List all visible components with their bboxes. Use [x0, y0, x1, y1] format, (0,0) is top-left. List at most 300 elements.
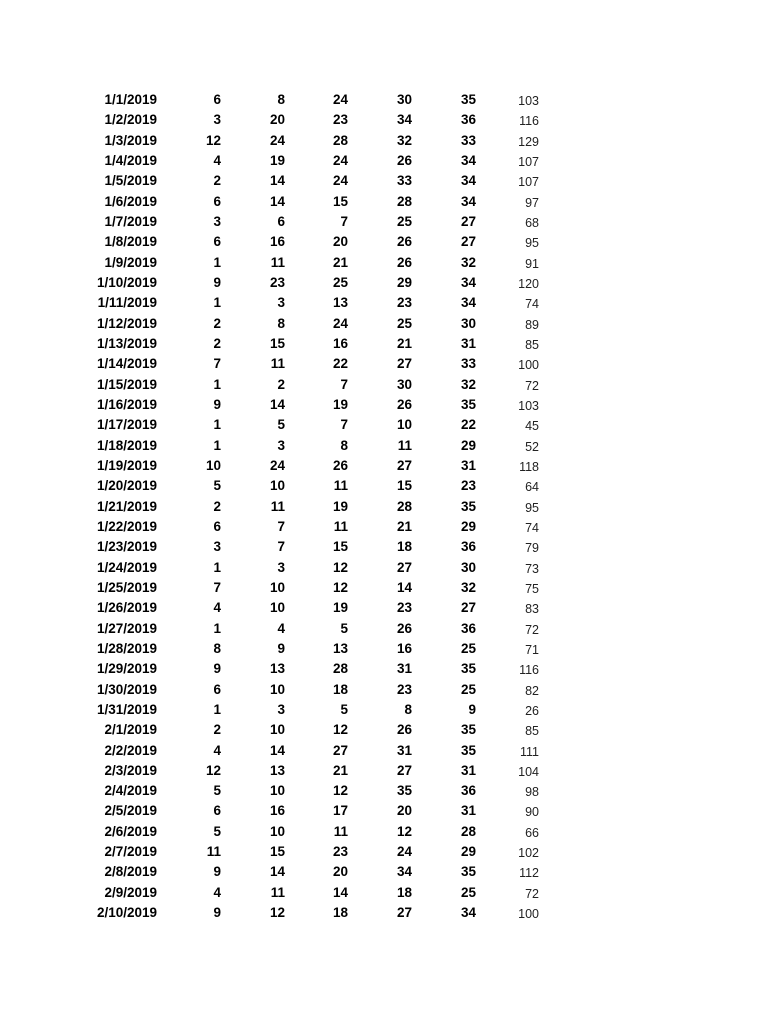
- value-cell: 2: [277, 376, 285, 392]
- value-cell: 6: [213, 518, 221, 534]
- value-cell: 7: [213, 356, 221, 372]
- value-cell: 10: [269, 600, 285, 616]
- value-cell: 34: [460, 152, 476, 168]
- value-cell: 5: [213, 478, 221, 494]
- total-cell: 45: [525, 419, 539, 434]
- value-cell: 4: [213, 742, 221, 758]
- total-cell: 52: [525, 439, 539, 454]
- value-cell: 7: [213, 579, 221, 595]
- date-cell: 1/16/2019: [96, 396, 157, 412]
- value-cell: 34: [460, 905, 476, 921]
- value-cell: 18: [396, 884, 412, 900]
- total-cell: 26: [525, 703, 539, 718]
- value-cell: 6: [277, 213, 285, 229]
- date-cell: 1/10/2019: [96, 274, 157, 290]
- date-cell: 2/6/2019: [104, 823, 157, 839]
- value-cell: 21: [396, 518, 412, 534]
- value-cell: 16: [269, 803, 285, 819]
- value-cell: 27: [460, 600, 476, 616]
- value-cell: 27: [396, 762, 412, 778]
- value-cell: 12: [332, 559, 348, 575]
- value-cell: 24: [332, 173, 348, 189]
- total-cell: 95: [525, 236, 539, 251]
- total-cell: 82: [525, 683, 539, 698]
- total-cell: 103: [518, 94, 539, 108]
- table-row: [0, 293, 768, 313]
- value-cell: 20: [396, 803, 412, 819]
- value-cell: 24: [332, 92, 348, 107]
- value-cell: 19: [269, 152, 285, 168]
- value-cell: 22: [332, 356, 348, 372]
- value-cell: 23: [332, 112, 348, 128]
- value-cell: 3: [213, 213, 221, 229]
- value-cell: 25: [396, 213, 412, 229]
- total-cell: 100: [518, 358, 539, 373]
- date-cell: 2/8/2019: [104, 864, 157, 880]
- value-cell: 5: [277, 417, 285, 433]
- value-cell: 31: [396, 742, 412, 758]
- total-cell: 72: [525, 622, 539, 637]
- total-cell: 68: [525, 215, 539, 230]
- value-cell: 35: [460, 396, 476, 412]
- value-cell: 31: [460, 457, 476, 473]
- date-cell: 1/24/2019: [96, 559, 157, 575]
- table-row: [0, 232, 768, 252]
- value-cell: 15: [269, 335, 285, 351]
- value-cell: 13: [332, 295, 348, 311]
- total-cell: 75: [525, 581, 539, 596]
- total-cell: 72: [525, 886, 539, 901]
- value-cell: 2: [213, 498, 221, 514]
- value-cell: 6: [213, 92, 221, 107]
- value-cell: 25: [396, 315, 412, 331]
- value-cell: 11: [333, 478, 348, 494]
- value-cell: 19: [332, 498, 348, 514]
- value-cell: 11: [270, 254, 285, 270]
- value-cell: 30: [460, 315, 476, 331]
- date-cell: 1/14/2019: [96, 356, 157, 372]
- table-row: [0, 537, 768, 557]
- table-row: [0, 558, 768, 578]
- value-cell: 35: [460, 92, 476, 107]
- value-cell: 1: [213, 254, 221, 270]
- value-cell: 4: [277, 620, 285, 636]
- value-cell: 29: [396, 274, 412, 290]
- value-cell: 35: [460, 498, 476, 514]
- value-cell: 5: [213, 783, 221, 799]
- total-cell: 116: [519, 114, 539, 129]
- value-cell: 32: [460, 254, 476, 270]
- value-cell: 11: [270, 356, 285, 372]
- total-cell: 107: [518, 175, 539, 190]
- value-cell: 4: [213, 884, 221, 900]
- total-cell: 73: [525, 561, 539, 576]
- table-row: [0, 842, 768, 862]
- value-cell: 25: [460, 681, 476, 697]
- value-cell: 19: [332, 600, 348, 616]
- date-cell: 1/3/2019: [104, 132, 157, 148]
- value-cell: 14: [396, 579, 412, 595]
- date-cell: 1/27/2019: [96, 620, 157, 636]
- value-cell: 2: [213, 335, 221, 351]
- table-row: [0, 639, 768, 659]
- table-row: [0, 517, 768, 537]
- table-row: [0, 171, 768, 191]
- value-cell: 2: [213, 173, 221, 189]
- value-cell: 9: [213, 274, 221, 290]
- total-cell: 74: [525, 297, 539, 312]
- value-cell: 19: [332, 396, 348, 412]
- table-row: [0, 192, 768, 212]
- table-row: [0, 395, 768, 415]
- value-cell: 27: [396, 457, 412, 473]
- date-cell: 1/17/2019: [96, 417, 157, 433]
- value-cell: 33: [460, 132, 476, 148]
- value-cell: 12: [332, 579, 348, 595]
- value-cell: 24: [332, 315, 348, 331]
- value-cell: 11: [270, 884, 285, 900]
- value-cell: 34: [460, 193, 476, 209]
- value-cell: 14: [269, 742, 285, 758]
- total-cell: 79: [525, 541, 539, 556]
- total-cell: 107: [518, 154, 539, 169]
- table-row: [0, 822, 768, 842]
- value-cell: 8: [277, 92, 285, 107]
- total-cell: 103: [518, 398, 539, 413]
- table-row: [0, 862, 768, 882]
- value-cell: 25: [460, 884, 476, 900]
- value-cell: 7: [340, 376, 348, 392]
- date-cell: 2/2/2019: [104, 742, 157, 758]
- value-cell: 14: [269, 864, 285, 880]
- total-cell: 89: [525, 317, 539, 332]
- value-cell: 20: [332, 864, 348, 880]
- value-cell: 32: [460, 376, 476, 392]
- value-cell: 3: [213, 112, 221, 128]
- value-cell: 33: [460, 356, 476, 372]
- total-cell: 129: [518, 134, 539, 149]
- value-cell: 31: [396, 661, 412, 677]
- date-cell: 1/5/2019: [104, 173, 157, 189]
- value-cell: 23: [332, 844, 348, 860]
- total-cell: 64: [525, 480, 539, 495]
- value-cell: 23: [460, 478, 476, 494]
- value-cell: 21: [396, 335, 412, 351]
- date-cell: 1/18/2019: [96, 437, 157, 453]
- value-cell: 7: [277, 539, 285, 555]
- value-cell: 31: [460, 762, 476, 778]
- value-cell: 11: [270, 498, 285, 514]
- value-cell: 36: [460, 620, 476, 636]
- value-cell: 28: [396, 498, 412, 514]
- table-row: [0, 456, 768, 476]
- value-cell: 1: [213, 295, 221, 311]
- table-row: [0, 415, 768, 435]
- date-cell: 1/11/2019: [97, 295, 157, 311]
- value-cell: 6: [213, 681, 221, 697]
- value-cell: 33: [396, 173, 412, 189]
- table-row: [0, 212, 768, 232]
- date-cell: 1/30/2019: [96, 681, 157, 697]
- total-cell: 95: [525, 500, 539, 515]
- date-cell: 1/26/2019: [96, 600, 157, 616]
- date-cell: 1/21/2019: [96, 498, 157, 514]
- total-cell: 98: [525, 785, 539, 800]
- value-cell: 15: [332, 193, 348, 209]
- value-cell: 26: [396, 396, 412, 412]
- value-cell: 5: [340, 701, 348, 717]
- value-cell: 29: [460, 844, 476, 860]
- date-cell: 2/7/2019: [104, 844, 157, 860]
- date-cell: 1/1/2019: [104, 92, 157, 107]
- value-cell: 10: [269, 823, 285, 839]
- value-cell: 11: [333, 823, 348, 839]
- value-cell: 2: [213, 315, 221, 331]
- table-row: [0, 720, 768, 740]
- value-cell: 18: [332, 681, 348, 697]
- value-cell: 30: [396, 92, 412, 107]
- date-cell: 2/10/2019: [96, 905, 157, 921]
- value-cell: 1: [213, 701, 221, 717]
- value-cell: 27: [396, 559, 412, 575]
- value-cell: 10: [269, 722, 285, 738]
- value-cell: 5: [340, 620, 348, 636]
- total-cell: 104: [518, 764, 539, 779]
- value-cell: 20: [332, 234, 348, 250]
- value-cell: 13: [269, 762, 285, 778]
- table-row: [0, 903, 768, 923]
- date-cell: 1/15/2019: [96, 376, 157, 392]
- value-cell: 28: [460, 823, 476, 839]
- table-row: [0, 781, 768, 801]
- table-row: [0, 110, 768, 130]
- value-cell: 35: [460, 722, 476, 738]
- total-cell: 120: [518, 276, 539, 291]
- value-cell: 2: [213, 722, 221, 738]
- date-cell: 1/7/2019: [104, 213, 157, 229]
- total-cell: 71: [525, 642, 539, 657]
- value-cell: 15: [269, 844, 285, 860]
- value-cell: 27: [396, 356, 412, 372]
- table-row: [0, 314, 768, 334]
- date-cell: 1/6/2019: [104, 193, 157, 209]
- value-cell: 3: [277, 701, 285, 717]
- value-cell: 10: [269, 579, 285, 595]
- value-cell: 14: [269, 396, 285, 412]
- value-cell: 5: [213, 823, 221, 839]
- value-cell: 9: [213, 661, 221, 677]
- value-cell: 27: [460, 234, 476, 250]
- value-cell: 13: [332, 640, 348, 656]
- value-cell: 1: [213, 620, 221, 636]
- table-row: [0, 497, 768, 517]
- date-cell: 1/20/2019: [96, 478, 157, 494]
- table-row: [0, 354, 768, 374]
- value-cell: 25: [460, 640, 476, 656]
- value-cell: 10: [396, 417, 412, 433]
- value-cell: 14: [269, 193, 285, 209]
- value-cell: 14: [269, 173, 285, 189]
- value-cell: 26: [396, 254, 412, 270]
- table-row: [0, 436, 768, 456]
- date-cell: 1/29/2019: [96, 661, 157, 677]
- value-cell: 4: [213, 600, 221, 616]
- value-cell: 25: [332, 274, 348, 290]
- table-row: [0, 883, 768, 903]
- total-cell: 66: [525, 825, 539, 840]
- table-row: [0, 619, 768, 639]
- value-cell: 4: [213, 152, 221, 168]
- total-cell: 112: [519, 866, 539, 881]
- total-cell: 85: [525, 724, 539, 739]
- value-cell: 18: [396, 539, 412, 555]
- value-cell: 31: [460, 335, 476, 351]
- value-cell: 12: [332, 722, 348, 738]
- value-cell: 22: [460, 417, 476, 433]
- value-cell: 9: [213, 905, 221, 921]
- value-cell: 23: [396, 681, 412, 697]
- value-cell: 11: [206, 844, 221, 860]
- value-cell: 9: [213, 864, 221, 880]
- value-cell: 9: [468, 701, 476, 717]
- value-cell: 32: [460, 579, 476, 595]
- value-cell: 32: [396, 132, 412, 148]
- value-cell: 12: [205, 762, 221, 778]
- date-cell: 1/23/2019: [96, 539, 157, 555]
- value-cell: 36: [460, 112, 476, 128]
- value-cell: 29: [460, 437, 476, 453]
- date-cell: 2/1/2019: [104, 722, 157, 738]
- value-cell: 10: [269, 783, 285, 799]
- value-cell: 34: [396, 112, 412, 128]
- value-cell: 15: [396, 478, 412, 494]
- table-row: [0, 334, 768, 354]
- total-cell: 111: [519, 744, 539, 759]
- value-cell: 24: [269, 132, 285, 148]
- date-cell: 2/9/2019: [104, 884, 157, 900]
- value-cell: 3: [277, 559, 285, 575]
- value-cell: 24: [396, 844, 412, 860]
- date-cell: 1/25/2019: [96, 579, 157, 595]
- date-cell: 1/28/2019: [96, 640, 157, 656]
- total-cell: 90: [525, 805, 539, 820]
- value-cell: 26: [396, 234, 412, 250]
- value-cell: 28: [332, 661, 348, 677]
- value-cell: 7: [340, 213, 348, 229]
- total-cell: 91: [525, 256, 539, 271]
- value-cell: 14: [332, 884, 348, 900]
- value-cell: 15: [332, 539, 348, 555]
- value-cell: 1: [213, 559, 221, 575]
- date-cell: 1/19/2019: [96, 457, 157, 473]
- total-cell: 118: [519, 459, 539, 474]
- value-cell: 28: [396, 193, 412, 209]
- value-cell: 23: [396, 295, 412, 311]
- table-row: [0, 659, 768, 679]
- value-cell: 10: [269, 681, 285, 697]
- value-cell: 31: [460, 803, 476, 819]
- value-cell: 7: [277, 518, 285, 534]
- total-cell: 74: [525, 520, 539, 535]
- value-cell: 8: [340, 437, 348, 453]
- date-cell: 1/9/2019: [104, 254, 157, 270]
- table-row: [0, 700, 768, 720]
- value-cell: 21: [332, 254, 348, 270]
- table-row: [0, 801, 768, 821]
- value-cell: 1: [213, 417, 221, 433]
- value-cell: 26: [396, 620, 412, 636]
- value-cell: 12: [205, 132, 221, 148]
- value-cell: 18: [332, 905, 348, 921]
- value-cell: 35: [396, 783, 412, 799]
- value-cell: 8: [213, 640, 221, 656]
- table-row: [0, 151, 768, 171]
- value-cell: 23: [396, 600, 412, 616]
- date-cell: 1/12/2019: [96, 315, 157, 331]
- value-cell: 34: [460, 173, 476, 189]
- value-cell: 34: [460, 274, 476, 290]
- total-cell: 83: [525, 602, 539, 617]
- total-cell: 85: [525, 337, 539, 352]
- table-row: [0, 741, 768, 761]
- value-cell: 27: [332, 742, 348, 758]
- value-cell: 34: [460, 295, 476, 311]
- value-cell: 24: [332, 152, 348, 168]
- value-cell: 8: [404, 701, 412, 717]
- value-cell: 35: [460, 661, 476, 677]
- value-cell: 1: [213, 437, 221, 453]
- value-cell: 16: [396, 640, 412, 656]
- total-cell: 102: [518, 846, 539, 861]
- table-row: [0, 273, 768, 293]
- value-cell: 9: [213, 396, 221, 412]
- value-cell: 1: [213, 376, 221, 392]
- value-cell: 7: [340, 417, 348, 433]
- value-cell: 29: [460, 518, 476, 534]
- table-row: [0, 131, 768, 151]
- value-cell: 27: [396, 905, 412, 921]
- table-row: [0, 680, 768, 700]
- value-cell: 26: [396, 152, 412, 168]
- value-cell: 10: [269, 478, 285, 494]
- date-cell: 1/2/2019: [104, 112, 157, 128]
- value-cell: 12: [396, 823, 412, 839]
- value-cell: 3: [277, 295, 285, 311]
- value-cell: 9: [277, 640, 285, 656]
- value-cell: 26: [332, 457, 348, 473]
- value-cell: 30: [460, 559, 476, 575]
- value-cell: 30: [396, 376, 412, 392]
- table-row: [0, 761, 768, 781]
- value-cell: 35: [460, 864, 476, 880]
- value-cell: 17: [332, 803, 348, 819]
- total-cell: 116: [519, 663, 539, 678]
- value-cell: 24: [269, 457, 285, 473]
- value-cell: 21: [332, 762, 348, 778]
- value-cell: 6: [213, 193, 221, 209]
- table-row: [0, 375, 768, 395]
- value-cell: 12: [332, 783, 348, 799]
- date-cell: 1/4/2019: [104, 152, 157, 168]
- total-cell: 72: [525, 378, 539, 393]
- value-cell: 20: [269, 112, 285, 128]
- total-cell: 97: [525, 195, 539, 210]
- value-cell: 34: [396, 864, 412, 880]
- data-table: [0, 90, 768, 923]
- value-cell: 13: [269, 661, 285, 677]
- value-cell: 36: [460, 539, 476, 555]
- value-cell: 23: [269, 274, 285, 290]
